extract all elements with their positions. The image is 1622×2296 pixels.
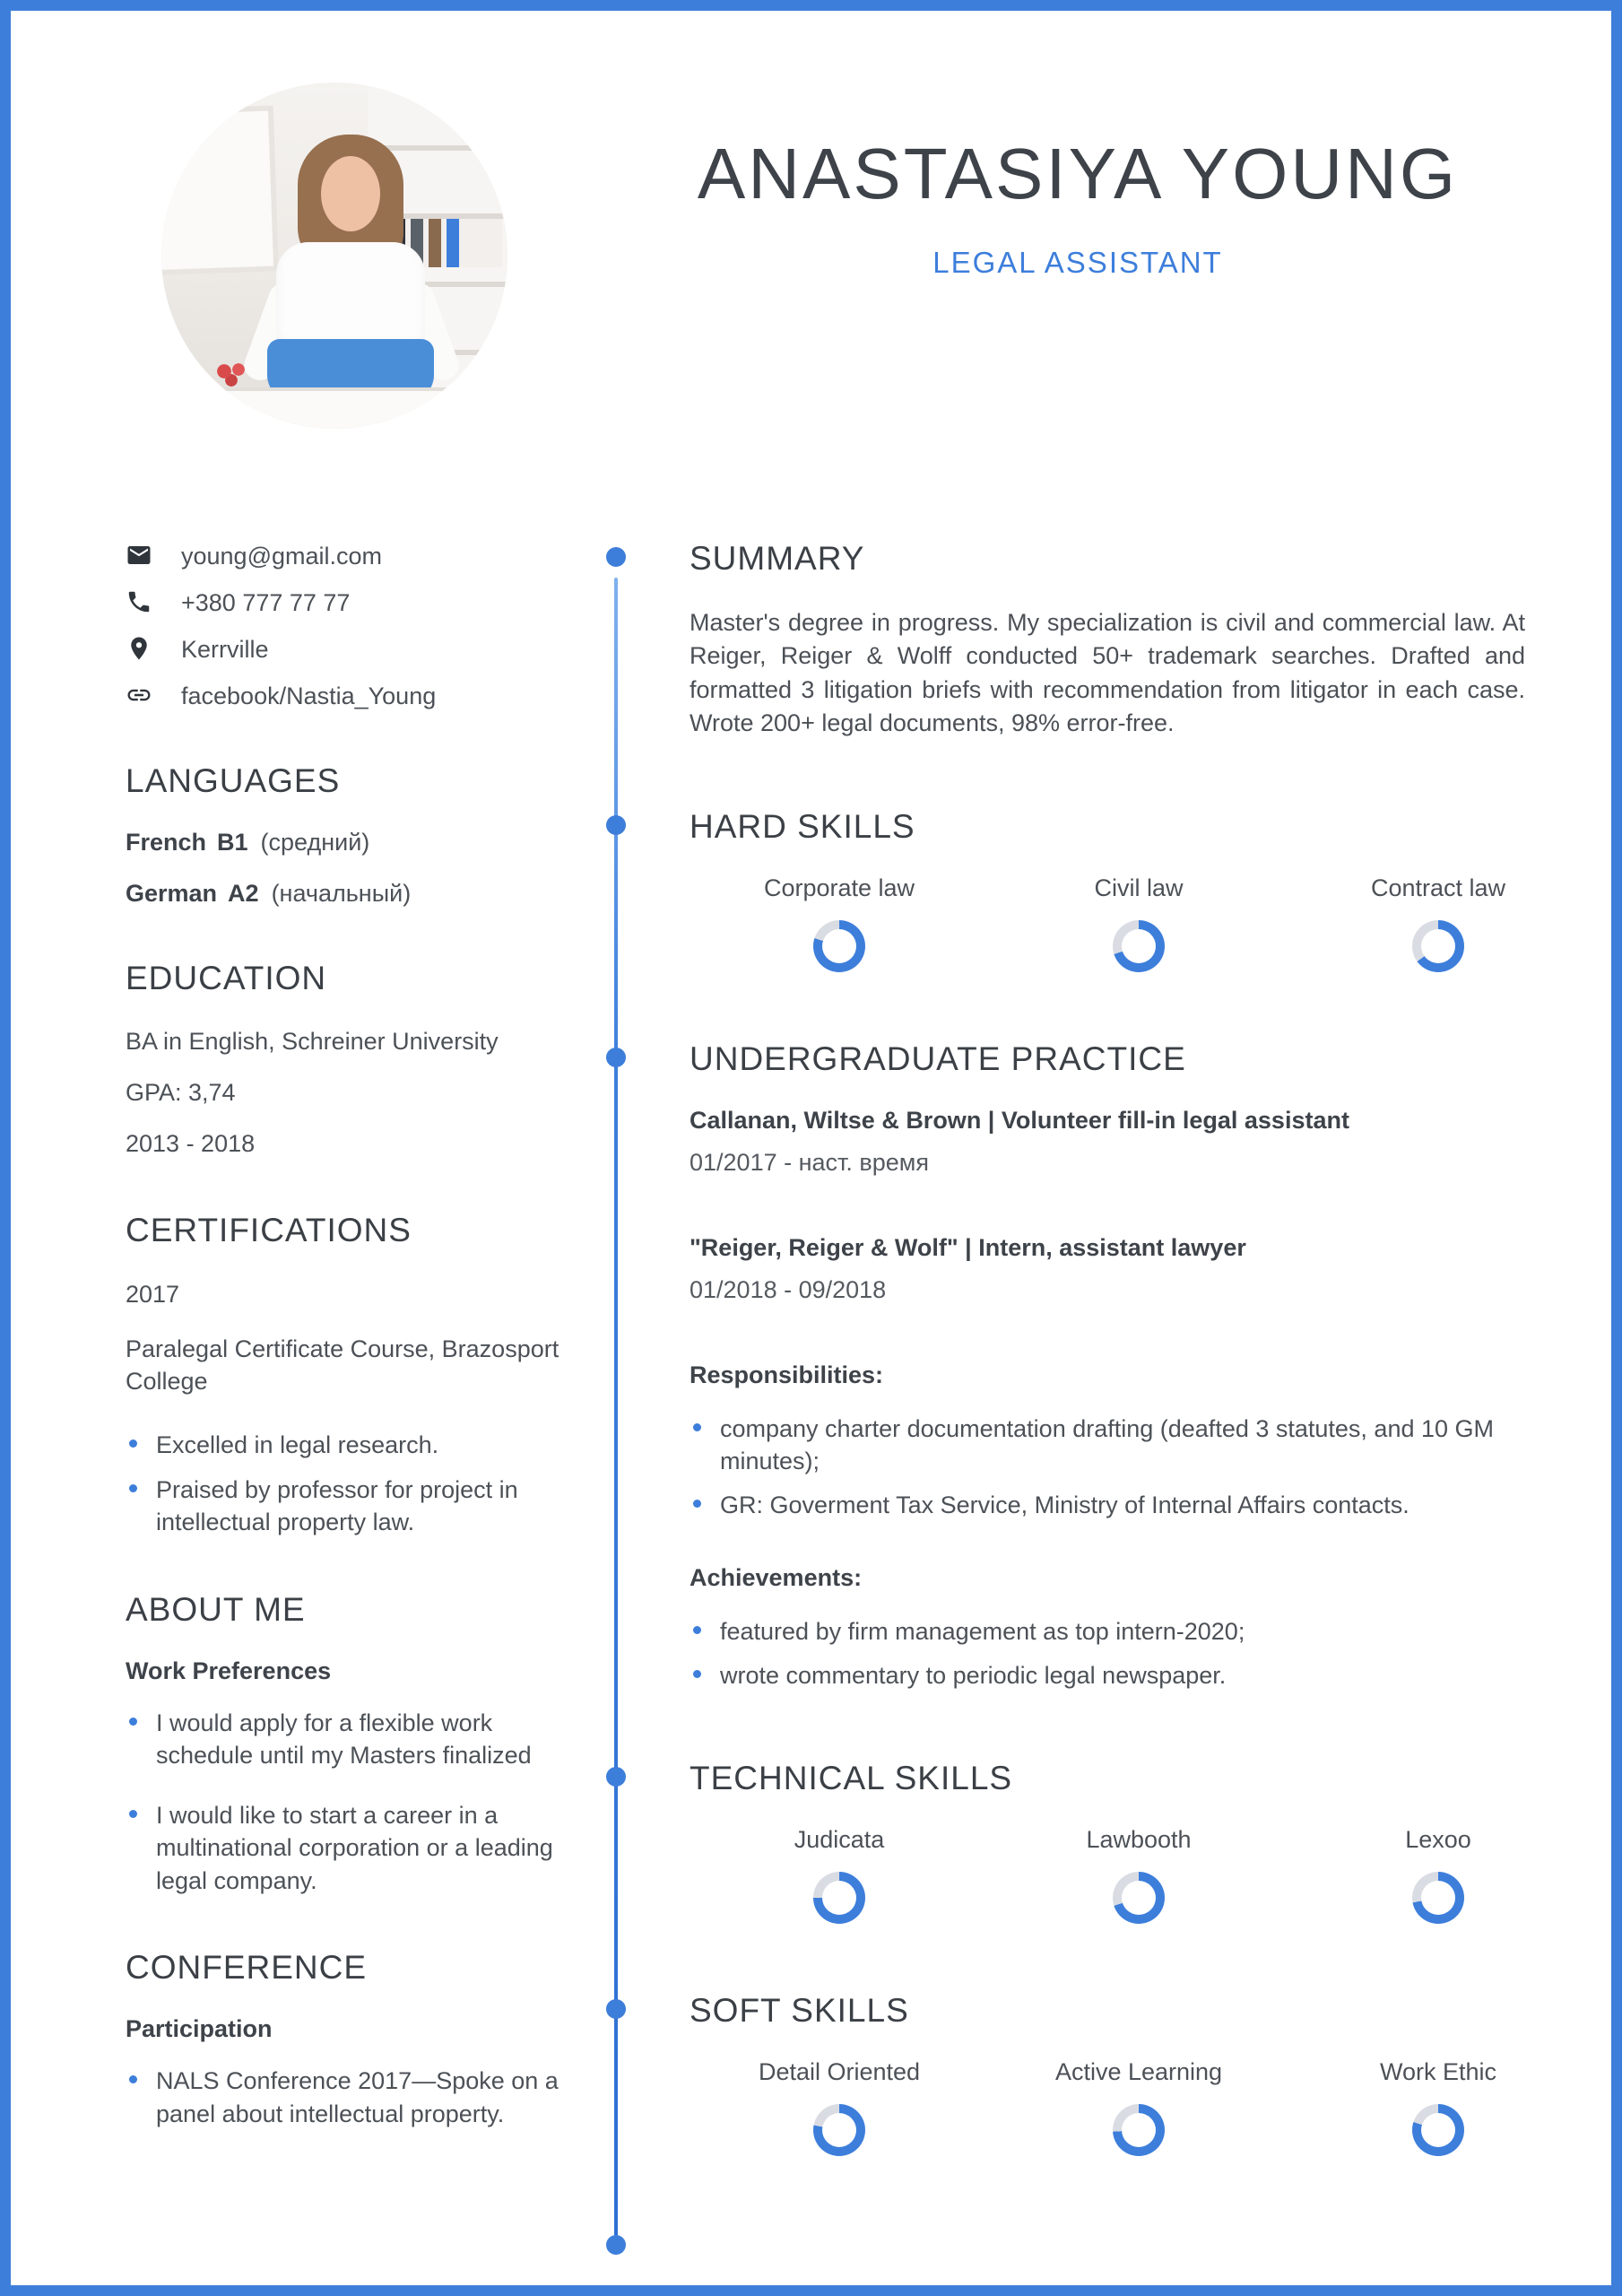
- skill-item: [690, 874, 989, 972]
- job-entry: [690, 1107, 1525, 1177]
- skill-donut-chart: [813, 920, 865, 972]
- phone-icon: [126, 588, 154, 617]
- section-certifications: [126, 1212, 587, 1539]
- photo-person-face: [321, 156, 380, 231]
- list-item: I would like to start a career in a multinational corporation or a leading legal company.: [156, 1799, 587, 1897]
- skills-row: [690, 874, 1588, 972]
- responsibilities-list: [690, 1413, 1525, 1521]
- conference-subheading: Participation: [126, 2015, 273, 2043]
- education-years: 2013 - 2018: [126, 1130, 256, 1158]
- list-item: Excelled in legal research.: [156, 1429, 587, 1461]
- about-bullets: [126, 1707, 587, 1897]
- skill-donut-chart: [813, 2104, 865, 2156]
- section-heading: CERTIFICATIONS: [126, 1212, 412, 1249]
- conference-bullets: [126, 2065, 587, 2130]
- timeline-dot: [606, 1767, 626, 1787]
- job-dates: 01/2018 - 09/2018: [690, 1276, 887, 1303]
- list-item: company charter documentation drafting (deafted 3 statutes, and 10 GM minutes);: [720, 1413, 1525, 1478]
- skill-item: [989, 874, 1288, 972]
- section-heading: TECHNICAL SKILLS: [690, 1760, 1013, 1797]
- section-hard-skills: [690, 808, 1525, 972]
- link-icon: [126, 682, 154, 710]
- section-heading: SUMMARY: [690, 540, 865, 577]
- contact-phone[interactable]: +380 777 77 77: [181, 588, 351, 616]
- section-heading: CONFERENCE: [126, 1949, 368, 1987]
- name-heading: ANASTASIYA YOUNG: [697, 134, 1459, 213]
- section-undergraduate-practice: [690, 1040, 1525, 1692]
- education-degree: BA in English, Schreiner University: [126, 1028, 499, 1055]
- section-education: [126, 960, 587, 1160]
- list-item: Praised by professor for project in intellectual property law.: [156, 1474, 587, 1539]
- language-name: French: [126, 829, 207, 856]
- skill-item: [690, 1826, 989, 1924]
- language-note: (начальный): [271, 880, 412, 907]
- section-conference: [126, 1949, 587, 2130]
- job-title: LEGAL ASSISTANT: [932, 246, 1223, 279]
- list-item: NALS Conference 2017—Spoke on a panel about intellectual property.: [156, 2065, 587, 2130]
- skill-item: [1288, 2058, 1588, 2156]
- timeline-dot: [606, 1048, 626, 1067]
- header: [11, 11, 1611, 515]
- skill-item: [1288, 874, 1588, 972]
- skill-donut-chart: [1412, 2104, 1464, 2156]
- photo-flowers: [213, 362, 255, 393]
- skill-label: Active Learning: [1054, 2058, 1223, 2086]
- section-languages: [126, 762, 587, 908]
- language-name: German: [126, 880, 218, 907]
- photo-whiteboard: [161, 105, 279, 275]
- skill-donut-chart: [1412, 1872, 1464, 1924]
- section-heading: HARD SKILLS: [690, 808, 915, 845]
- section-heading: LANGUAGES: [126, 762, 341, 799]
- contact-email[interactable]: young@gmail.com: [181, 542, 383, 570]
- profile-photo: [161, 83, 507, 429]
- language-item: [126, 880, 587, 908]
- skill-label: Corporate law: [763, 874, 915, 901]
- language-level: A2: [228, 880, 259, 907]
- list-item: GR: Goverment Tax Service, Ministry of Internal Affairs contacts.: [720, 1489, 1525, 1521]
- photo-desk: [161, 387, 507, 429]
- summary-text: Master's degree in progress. My specialization is civil and commercial law. At Reiger, Reiger & Wolff conducted 50+ trademark searches. Drafted and formatted 3 litigation briefs with recommendation from litigator in each case. Wrote 200+ legal documents, 98% error-free.: [690, 609, 1525, 736]
- section-heading: SOFT SKILLS: [690, 1992, 909, 2030]
- location-pin-icon: [126, 635, 154, 664]
- photo-person-blouse: [276, 242, 425, 352]
- skill-item: [989, 1826, 1288, 1924]
- contact-row-location: [126, 635, 587, 664]
- skills-row: [690, 1826, 1588, 1924]
- contact-location: Kerrville: [181, 635, 269, 663]
- timeline-dot: [606, 547, 626, 567]
- skill-donut-chart: [1113, 1872, 1165, 1924]
- skill-donut-chart: [1113, 920, 1165, 972]
- section-heading: ABOUT ME: [126, 1590, 306, 1628]
- job-title-line: "Reiger, Reiger & Wolf" | Intern, assistant lawyer: [690, 1234, 1246, 1261]
- timeline-dot: [606, 815, 626, 835]
- responsibilities-label: Responsibilities:: [690, 1361, 884, 1388]
- skill-label: Detail Oriented: [758, 2058, 921, 2086]
- skill-label: Work Ethic: [1379, 2058, 1497, 2086]
- section-about-me: [126, 1591, 587, 1897]
- job-entry: [690, 1234, 1525, 1304]
- about-subheading: Work Preferences: [126, 1657, 332, 1684]
- section-heading: EDUCATION: [126, 960, 327, 996]
- skill-label: Lawbooth: [1086, 1826, 1192, 1854]
- skill-label: Contract law: [1370, 874, 1506, 901]
- contact-row-social: [126, 682, 587, 710]
- language-note: (средний): [260, 829, 370, 856]
- section-soft-skills: [690, 1992, 1525, 2156]
- skills-row: [690, 2058, 1588, 2156]
- skill-donut-chart: [1113, 2104, 1165, 2156]
- section-technical-skills: [690, 1760, 1525, 1924]
- skill-item: [690, 2058, 989, 2156]
- skill-item: [1288, 1826, 1588, 1924]
- list-item: I would apply for a flexible work schedule until my Masters finalized: [156, 1707, 587, 1772]
- section-summary: [690, 540, 1525, 740]
- job-dates: 01/2017 - наст. время: [690, 1149, 929, 1176]
- timeline-dot: [606, 2235, 626, 2255]
- skill-item: [989, 2058, 1288, 2156]
- skill-donut-chart: [1412, 920, 1464, 972]
- language-level: B1: [217, 829, 248, 856]
- job-title-line: Callanan, Wiltse & Brown | Volunteer fill-in legal assistant: [690, 1107, 1349, 1134]
- education-gpa: GPA: 3,74: [126, 1079, 236, 1107]
- skill-donut-chart: [813, 1872, 865, 1924]
- contact-row-phone: [126, 588, 587, 617]
- list-item: featured by firm management as top intern-2020;: [720, 1615, 1525, 1648]
- skill-label: Judicata: [794, 1826, 885, 1854]
- skill-label: Lexoo: [1405, 1826, 1471, 1854]
- left-column: [126, 515, 587, 2287]
- right-column: [614, 515, 1525, 2287]
- certification-course: Paralegal Certificate Course, Brazosport College: [126, 1335, 559, 1396]
- achievements-list: [690, 1615, 1525, 1692]
- certification-bullets: [126, 1429, 587, 1539]
- contact-social-link[interactable]: facebook/Nastia_Young: [181, 682, 437, 709]
- language-item: [126, 829, 587, 857]
- section-heading: UNDERGRADUATE PRACTICE: [690, 1040, 1186, 1077]
- contact-row-email: [126, 542, 587, 570]
- content: [11, 515, 1611, 2287]
- email-icon: [126, 542, 154, 570]
- achievements-label: Achievements:: [690, 1564, 863, 1592]
- timeline-dot: [606, 1999, 626, 2019]
- certification-year: 2017: [126, 1281, 180, 1309]
- skill-label: Civil law: [1094, 874, 1184, 901]
- list-item: wrote commentary to periodic legal newspaper.: [720, 1659, 1525, 1692]
- header-text: [603, 133, 1553, 280]
